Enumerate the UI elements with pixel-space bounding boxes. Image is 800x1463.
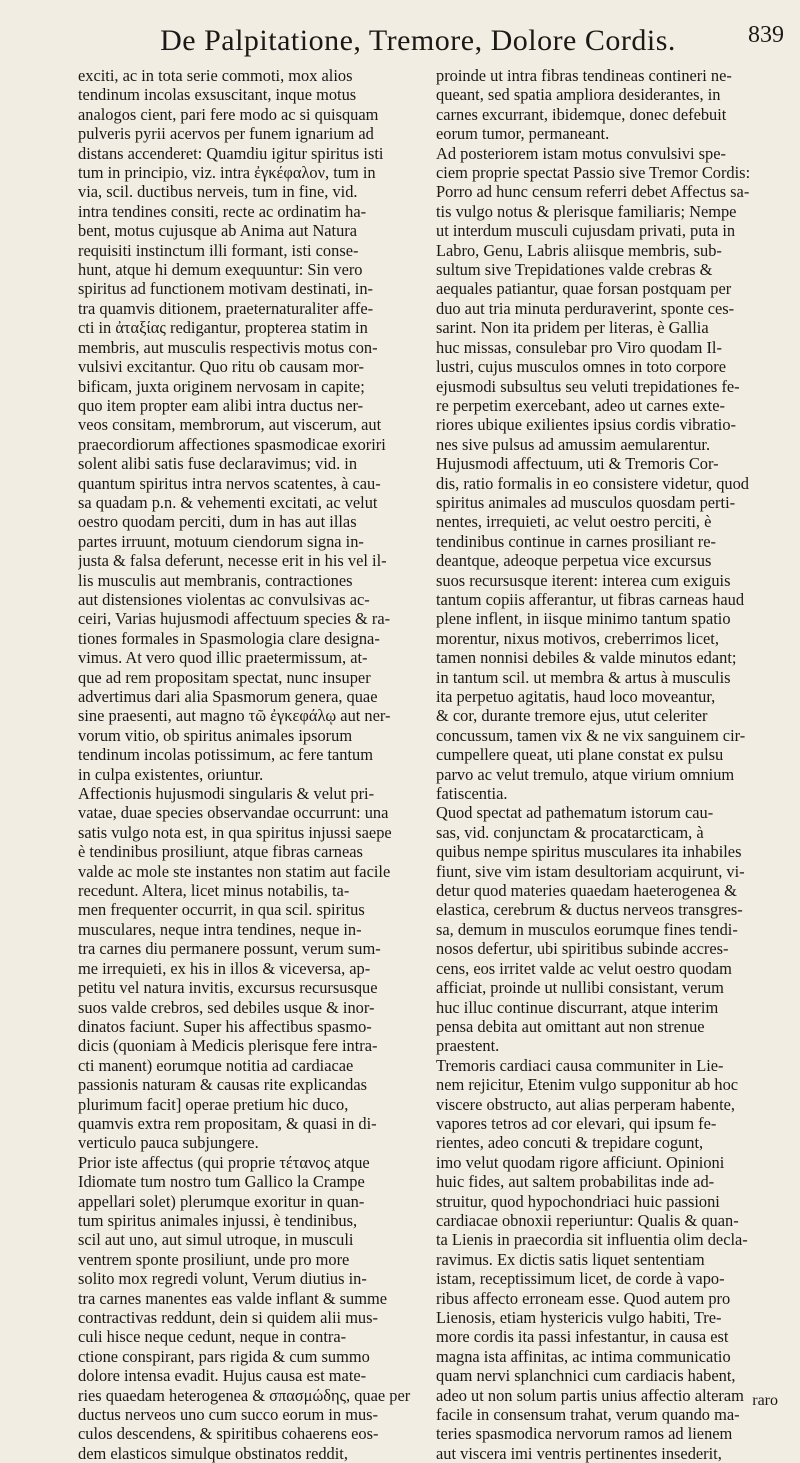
text-line: sultum sive Trepidationes valde crebras & — [436, 260, 713, 280]
text-line: tamen nonnisi debiles & valde minutos edant; — [436, 648, 737, 668]
text-line: ceiri, Varias hujusmodi affectuum species & ra- — [78, 609, 391, 629]
text-line: tantum copiis afferantur, ut fibras carneas haud — [436, 589, 745, 609]
text-line: vatae, duae species observandae occurrunt: una — [78, 803, 389, 823]
text-line: veos consitam, membrorum, aut viscerum, aut — [78, 415, 382, 435]
text-line: Hujusmodi affectuum, uti & Tremoris Cor- — [436, 454, 719, 474]
text-line: huc missas, consulebar pro Viro quodam Il- — [436, 337, 722, 357]
text-line: dem elasticos simulque obstinatos reddit, — [78, 1443, 348, 1463]
text-line: quam nervi splanchnici cum cardiacis habent, — [436, 1366, 736, 1386]
text-line: huc illuc continue discurrant, atque interim — [436, 997, 719, 1017]
text-line: quantum spiritus intra nervos scatentes, à cau- — [78, 473, 381, 493]
text-line: nem rejicitur, Etenim vulgo supponitur ab hoc — [436, 1075, 739, 1095]
text-line: riores ubique exilientes ipsius cordis vibratio- — [436, 415, 736, 435]
text-line: quo item propter eam alibi intra ductus ner- — [78, 395, 364, 415]
text-line: intra tendines consiti, recte ac ordinatim ha- — [78, 201, 367, 221]
text-line: pensa debita aut omittant aut non strenue — [436, 1016, 705, 1036]
text-line: membris, aut musculis respectivis motus con- — [78, 337, 378, 357]
catchword: raro — [752, 1392, 778, 1409]
text-line: ctione conspirant, pars rigida & cum summo — [78, 1346, 370, 1366]
right-column — [436, 66, 779, 1463]
text-line: tum spiritus animales injussi, è tendinibus, — [78, 1210, 358, 1230]
text-line: que ad rem propositam spectat, nunc insuper — [78, 667, 371, 687]
text-line: ries quaedam heterogenea & σπασμώδης, quae per — [78, 1385, 411, 1405]
text-line: Lienosis, etiam hystericis vulgo habiti, Tre- — [436, 1308, 722, 1327]
text-line: è tendinibus prosiliunt, atque fibras carneas — [78, 842, 363, 862]
text-line: dis, ratio formalis in eo consistere videtur, quod — [436, 473, 749, 493]
text-line: via, scil. ductibus nerveis, tum in fine, vid. — [78, 182, 358, 202]
text-line: tendinum incolas potissimum, ac fere tantum — [78, 745, 373, 765]
text-line: Prior iste affectus (qui proprie τέτανος atque — [78, 1152, 370, 1172]
text-line: quibus nempe spiritus musculares ita inhabiles — [436, 842, 742, 862]
text-line: aut viscera imi ventris pertinentes insederit, — [436, 1443, 722, 1463]
text-line: tra carnes diu permanere possunt, verum sum- — [78, 939, 381, 959]
text-line: dicis (quoniam à Medicis plerisque fere intra- — [78, 1036, 378, 1056]
text-line: exciti, ac in tota serie commoti, mox alios — [78, 66, 353, 85]
text-line: ribus affecto erroneam esse. Quod autem pro — [436, 1288, 731, 1308]
text-line: parvo ac velut tremulo, atque virium omnium — [436, 764, 735, 784]
text-line: cti in ἀταξίας redigantur, propterea statim in — [78, 318, 368, 338]
text-line: petitu vel natura invitis, excursus recursusque — [78, 978, 378, 998]
text-line: detur quod materies quaedam haeterogenea & — [436, 881, 737, 901]
text-line: culos descendens, & spiritibus cohaerens eos- — [78, 1424, 379, 1444]
text-line: rientes, adeo concuti & trepidare cogunt, — [436, 1133, 704, 1153]
text-line: vulsivi excitantur. Quo ritu ob causam mor- — [78, 357, 364, 377]
text-line: sa, demum in musculos eorumque fines tendi- — [436, 919, 738, 939]
text-line: ut interdum musculi cujusdam privati, puta in — [436, 221, 736, 241]
text-line: more cordis ita passi infestantur, in causa est — [436, 1327, 729, 1347]
text-line: tis vulgo notus & plerisque familiaris; Nempe — [436, 201, 737, 221]
text-line: ta Lienis in praecordia sit influentia olim decla- — [436, 1230, 748, 1250]
text-line: fiunt, sive vim istam desultoriam acquirunt, vi- — [436, 861, 745, 881]
text-line: satis vulgo nota est, in qua spiritus injussi saepe — [78, 822, 392, 842]
text-line: justa & falsa deferunt, necesse erit in his vel il- — [78, 551, 387, 571]
text-line: tra carnes manentes eas valde inflant & summe — [78, 1288, 388, 1308]
text-line: solent alibi satis fuse declaravimus; vid. in — [78, 454, 358, 474]
text-line: Tremoris cardiaci causa communiter in Lie- — [436, 1055, 724, 1075]
text-line: fatiscentia. — [436, 784, 508, 804]
text-line: Affectionis hujusmodi singularis & velut pri- — [78, 784, 375, 804]
text-line: spiritus ad functionem motivam destinati, in- — [78, 279, 373, 299]
text-line: praestent. — [436, 1036, 500, 1056]
text-line: magna ista affinitas, ac intima communicatio — [436, 1346, 731, 1366]
text-line: morentur, nixus motivos, creberrimos licet, — [436, 628, 719, 648]
text-line: advertimus dari alia Spasmorum genera, quae — [78, 687, 378, 706]
text-line: suos recursusque iterent: interea cum exiguis — [436, 570, 731, 590]
text-line: requisiti instinctum illi formant, isti conse- — [78, 240, 359, 260]
text-line: in culpa existentes, oriuntur. — [78, 764, 264, 784]
text-line: hunt, atque hi demum exequuntur: Sin vero — [78, 260, 363, 280]
text-line: quamvis extra rem propositam, & quasi in di- — [78, 1113, 377, 1133]
text-line: spiritus animales ad musculos quosdam perti- — [436, 492, 736, 512]
text-line: cardiacae obnoxii reperiuntur: Qualis & quan- — [436, 1210, 739, 1230]
text-line: tendinibus continue in carnes prosiliant re- — [436, 531, 716, 551]
text-line: Ad posteriorem istam motus convulsivi spe- — [436, 143, 726, 163]
text-line: nosos defertur, ubi spiritibus subinde accres- — [436, 939, 729, 959]
text-line: sa quadam p.n. & vehementi excitati, ac velut — [78, 492, 378, 512]
text-line: & cor, durante tremore ejus, utut celeriter — [436, 706, 708, 726]
text-line: teries spasmodica nervorum ramos ad lienem — [436, 1424, 733, 1444]
text-line: Quod spectat ad pathematum istorum cau- — [436, 803, 714, 823]
text-line: sas, vid. conjunctam & procatarcticam, à — [436, 822, 704, 842]
text-line: ejusmodi subsultus seu veluti trepidationes fe- — [436, 376, 740, 396]
text-line: appellari solet) plerumque exoritur in quan- — [78, 1191, 365, 1211]
text-line: queant, sed spatia ampliora desiderantes, in — [436, 85, 721, 105]
text-line: suos valde crebros, sed debiles usque & inor- — [78, 997, 375, 1017]
text-line: huic fides, aut saltem probabilitas inde ad- — [436, 1172, 715, 1192]
text-line: aut distensiones violentas ac convulsivas ac- — [78, 589, 370, 609]
text-line: cti manent) eorumque notitia ad cardiacae — [78, 1055, 354, 1075]
text-line: ravimus. Ex dictis satis liquet sententiam — [436, 1249, 705, 1269]
text-line: aequales patiantur, quae forsan postquam per — [436, 279, 732, 299]
text-line: vimus. At vero quod illic praetermissum, at- — [78, 648, 368, 668]
text-line: cumpellere queat, uti plane constat ex pulsu — [436, 745, 724, 765]
text-line: tiones formales in Spasmologia clare designa- — [78, 628, 380, 648]
running-title: De Palpitatione, Tremore, Dolore Cordis. — [160, 24, 676, 57]
text-line: cens, eos irritet valde ac velut oestro quodam — [436, 958, 732, 978]
text-line: ventrem sponte prosiliunt, unde pro more — [78, 1249, 350, 1269]
text-line: pulveris pyrii acervos per funem ignarium ad — [78, 124, 374, 144]
text-line: facile in consensum trahat, verum quando ma- — [436, 1405, 740, 1425]
text-line: musculares, neque intra tendines, neque in- — [78, 919, 362, 939]
text-line: passionis naturam & causas rite explicandas — [78, 1075, 368, 1095]
text-line: imo velut quodam rigore afficiunt. Opinioni — [436, 1152, 725, 1172]
text-line: Labro, Genu, Labris aliisque membris, sub- — [436, 240, 722, 260]
page-header — [0, 24, 800, 62]
text-line: culi hisce neque cedunt, neque in contra- — [78, 1327, 347, 1347]
text-line: vorum vitio, ob spiritus animales ipsorum — [78, 725, 353, 745]
text-line: plurimum facit] operae pretium hic duco, — [78, 1094, 349, 1114]
text-line: carnes excurrant, ibidemque, donec defebuit — [436, 104, 727, 124]
text-line: scil aut uno, aut simul utroque, in musculi — [78, 1230, 354, 1250]
text-line: in tantum scil. ut membra & artus à musculis — [436, 667, 731, 687]
text-line: praecordiorum affectiones spasmodicae exoriri — [78, 434, 386, 454]
text-line: partes irruunt, motuum ciendorum signa in- — [78, 531, 364, 551]
text-line: valde ac mole ste instantes non statim aut facile — [78, 861, 391, 881]
text-line: deantque, adeoque perpetua vice excursus — [436, 551, 712, 571]
text-line: solito mox regredi volunt, Verum diutius in- — [78, 1269, 367, 1289]
text-line: concussum, tamen vix & ne vix sanguinem cir- — [436, 725, 746, 745]
text-line: sarint. Non ita pridem per literas, è Gallia — [436, 318, 709, 338]
text-line: adeo ut non solum partis unius affectio alteram — [436, 1385, 744, 1405]
page-number: 839 — [748, 22, 784, 48]
text-line: lis musculis aut membranis, contractiones — [78, 570, 353, 590]
text-line: ductus nerveos uno cum succo eorum in mus- — [78, 1405, 378, 1425]
text-line: viscere obstructo, aut alias perperam habente, — [436, 1094, 736, 1114]
left-column — [78, 66, 421, 1463]
text-line: recedunt. Altera, licet minus notabilis, ta- — [78, 881, 350, 901]
text-line: afficiat, proinde ut nullibi consistant, verum — [436, 978, 724, 998]
text-line: Idiomate tum nostro tum Gallico la Crampe — [78, 1172, 365, 1192]
text-line: lustri, cujus musculos omnes in toto corpore — [436, 357, 726, 377]
text-line: duo aut tria minuta perduraverint, sponte ces- — [436, 298, 735, 318]
text-line: re perpetim exercebant, adeo ut carnes exte- — [436, 395, 725, 415]
text-line: contractivas reddunt, dein si quidem alii mus- — [78, 1308, 378, 1327]
text-line: tra quamvis ditionem, praeternaturaliter affe- — [78, 298, 374, 318]
text-line: nes sive pulsus ad amussim aemularentur. — [436, 434, 711, 454]
text-line: me irrequieti, ex his in illos & viceversa, ap- — [78, 958, 371, 978]
text-line: men frequenter occurrit, in qua scil. spiritus — [78, 900, 365, 920]
text-line: tum in principio, viz. intra ἐγκέφαλον, tum in — [78, 163, 376, 183]
text-line: struitur, quod hypochondriaci huic passioni — [436, 1191, 720, 1211]
text-line: verticulo pauca subjungere. — [78, 1133, 259, 1153]
text-line: ita perpetuo agitatis, haud loco moveantur, — [436, 687, 716, 706]
text-line: eorum tumor, permaneant. — [436, 124, 610, 144]
text-line: analogos cient, pari fere modo ac si quisquam — [78, 104, 379, 124]
text-line: nentes, irrequieti, ac velut oestro perciti, è — [436, 512, 712, 532]
text-line: dolore intensa evadit. Hujus causa est mate- — [78, 1366, 367, 1386]
text-line: Porro ad hunc censum referri debet Affectus sa- — [436, 182, 750, 202]
text-line: oestro quodam perciti, dum in has aut illas — [78, 512, 357, 532]
text-line: bificam, juxta originem nervosam in capite; — [78, 376, 365, 396]
text-line: proinde ut intra fibras tendineas contineri ne- — [436, 66, 732, 85]
text-line: plene inflent, in iisque minimo tantum spatio — [436, 609, 731, 629]
text-line: bent, motus cujusque ab Anima aut Natura — [78, 221, 358, 241]
text-line: istam, receptissimum licet, de corde à vapo- — [436, 1269, 725, 1289]
text-line: dinatos faciunt. Super his affectibus spasmo- — [78, 1016, 372, 1036]
text-line: vapores tetros ad cor elevari, qui ipsum fe- — [436, 1113, 717, 1133]
text-line: elastica, cerebrum & ductus nerveos transgres- — [436, 900, 743, 920]
text-line: distans accenderet: Quamdiu igitur spiritus isti — [78, 143, 384, 163]
text-line: ciem proprie spectat Passio sive Tremor Cordis: — [436, 163, 751, 183]
text-line: tendinum incolas exsuscitant, inque motus — [78, 85, 357, 105]
text-line: sine praesenti, aut magno τῶ ἐγκεφάλῳ aut ner- — [78, 706, 391, 726]
